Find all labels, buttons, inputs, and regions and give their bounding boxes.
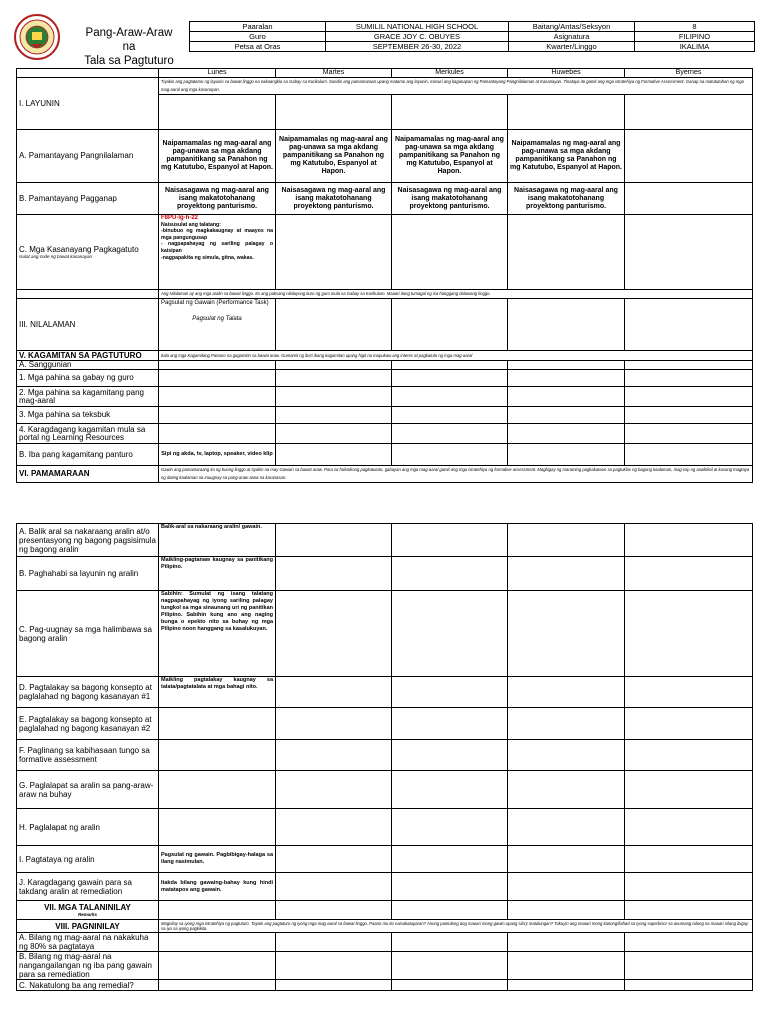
header-label: Guro <box>190 32 326 42</box>
kasanayan-line: Naisusulat ang talatang: <box>161 221 221 228</box>
pagganap-tuesday: Naisasagawa ng mag-aaral ang isang makatotohanang proyektong panturismo. <box>276 183 392 215</box>
sanggunian-item: 4. Karagdagang kagamitan mula sa portal ng Learning Resources <box>17 424 159 444</box>
step-label: J. Karagdagang gawain para sa takdang aralin at remediation <box>17 873 159 901</box>
pagninilay-row <box>17 920 753 933</box>
header-label: Baitang/Antas/Seksyon <box>509 22 635 32</box>
step-label: A. Balik aral sa nakaraang aralin at/o presentasyong ng bagong pagsisimula ng bagong aralin <box>17 524 159 557</box>
header-value: FILIPINO <box>635 32 755 42</box>
iba-kagamitan-value: Sipi ng akda, tv, laptop, speaker, video klip <box>159 444 276 466</box>
step-label: G. Paglalapat sa aralin sa pang-araw-araw na buhay <box>17 771 159 809</box>
iba-kagamitan-row <box>17 444 753 466</box>
school-seal-icon <box>14 14 60 60</box>
sanggunian-label: A. Sanggunian <box>17 361 159 370</box>
day-friday: Byernes <box>625 69 753 78</box>
pangnilalaman-row <box>17 130 753 183</box>
header-value: 8 <box>635 22 755 32</box>
day-wednesday: Merkules <box>392 69 508 78</box>
kagamitan-label: V. KAGAMITAN SA PAGTUTURO <box>17 351 159 361</box>
day-thursday: Huwebes <box>508 69 625 78</box>
sanggunian-item-row <box>17 387 753 407</box>
iba-kagamitan-label: B. Iba pang kagamitang panturo <box>17 444 159 466</box>
talaan-label-cell <box>17 901 159 920</box>
step-row <box>17 771 753 809</box>
pagganap-thursday: Naisasagawa ng mag-aaral ang isang makatotohanang proyektong panturismo. <box>508 183 625 215</box>
nilalaman-note: Ang Nilalaman ay ang mga aralin sa bawat linggo. Ito ang paksang nilalayong ituro ng guro mula sa Gabay sa Kurikulum. Maaari itong tumagal ng isa hanggang dalawang linggo. <box>159 290 753 299</box>
step-value: Maikling-pagtanaw kaugnay sa panitikang Pilipino. <box>159 557 276 591</box>
sanggunian-row <box>17 361 753 370</box>
sanggunian-item-row <box>17 407 753 424</box>
header-row <box>190 22 755 32</box>
header-value: SEPTEMBER 26-30, 2022 <box>326 42 509 52</box>
nilalaman-monday <box>159 299 276 351</box>
nilalaman-label: III. NILALAMAN <box>17 299 159 351</box>
kasanayan-monday <box>159 215 276 290</box>
pangnilalaman-wednesday: Naipamamalas ng mag-aaral ang pag-unawa sa mga akdang pampanitikang sa Panahon ng mg Katutubo, Espanyol at Hapon. <box>392 130 508 183</box>
step-row <box>17 677 753 708</box>
kasanayan-line: -binubuo ng magkakaugnay at maayos na mga pangungusap <box>161 228 273 241</box>
step-label: H. Paglalapat ng aralin <box>17 809 159 846</box>
step-row <box>17 591 753 677</box>
step-value <box>159 771 276 809</box>
nilalaman-row <box>17 299 753 351</box>
pagganap-row <box>17 183 753 215</box>
kasanayan-label-cell <box>17 215 159 290</box>
step-row <box>17 846 753 873</box>
pagninilay-item-row <box>17 980 753 991</box>
step-value <box>159 809 276 846</box>
header-value: SUMILIL NATIONAL HIGH SCHOOL <box>326 22 509 32</box>
title-line-2: Tala sa Pagtuturo <box>84 55 174 67</box>
title-line-1: Pang-Araw-Araw na <box>85 27 173 53</box>
sanggunian-item: 2. Mga pahina sa kagamitang pang mag-aaral <box>17 387 159 407</box>
pangnilalaman-tuesday: Naipamamalas ng mag-aaral ang pag-unawa sa mga akdang pampanitikang sa Panahon ng mg Katutubo, Espanyol at Hapon. <box>276 130 392 183</box>
talaan-row <box>17 901 753 920</box>
kasanayan-sub: Isulat ang code ng bawat kasanayan <box>19 253 93 259</box>
pangnilalaman-monday: Naipamamalas ng mag-aaral ang pag-unawa sa mga akdang pampanitikang sa Panahon ng mg Katutubo, Espanyol at Hapon. <box>159 130 276 183</box>
pamamaraan-label: VI. PAMAMARAAN <box>17 466 159 483</box>
header-label: Kwarter/Linggo <box>509 42 635 52</box>
step-row <box>17 557 753 591</box>
header-value: IKALIMA <box>635 42 755 52</box>
step-label: D. Pagtalakay sa bagong konsepto at paglalahad ng bagong kasanayan #1 <box>17 677 159 708</box>
pangnilalaman-thursday: Naipamamalas ng mag-aaral ang pag-unawa sa mga akdang pampanitikang sa Panahon ng mg Katutubo, Espanyol at Hapon. <box>508 130 625 183</box>
pagninilay-item: B. Bilang ng mag-aaral na nangangailangan ng iba pang gawain para sa remediation <box>17 952 159 980</box>
step-label: I. Pagtataya ng aralin <box>17 846 159 873</box>
sanggunian-item: 3. Mga pahina sa teksbuk <box>17 407 159 424</box>
day-monday: Lunes <box>159 69 276 78</box>
step-label: C. Pag-uugnay sa mga halimbawa sa bagong aralin <box>17 591 159 677</box>
document-title <box>78 26 180 68</box>
layunin-note-row <box>17 78 753 95</box>
kagamitan-note: Itala ang mga Kagamitang Panturo na gagamitin sa bawat araw. Gumamit ng iba't ibang kagamitan upang higit na mapukaw ang interes at pagkatuto ng mga mag-aaral <box>159 351 753 361</box>
pagninilay-item: A. Bilang ng mag-aaral na nakakuha ng 80% sa pagtataya <box>17 933 159 952</box>
pagninilay-item-row <box>17 933 753 952</box>
layunin-note: Tiyakin ang pagtatamo ng layunin sa bawat linggo na nakaangkla sa Gabay sa Kurikulum. Sundin ang pamamaraan upang matamo ang layunin, masuri ang kaganapan ng Pamantayang Pangnilalaman at Kasanayan. Tinataya ito gamit ang mga istratehiya ng Formative Assessment. Ganap na matututuhan ng mga mag-aaral ang mga kasanayan. <box>159 78 753 95</box>
step-value <box>159 740 276 771</box>
step-label: B. Paghahabi sa layunin ng aralin <box>17 557 159 591</box>
step-row <box>17 873 753 901</box>
kasanayan-row <box>17 215 753 290</box>
header-label: Petsa at Oras <box>190 42 326 52</box>
pamamaraan-note: Gawin ang pamamaraang ito ng buong linggo at tiyakin na may Gawain sa bawat araw. Para sa holistikong pagkatututo, gabayan ang mga mag-aaral gamit ang mga istratehiya ng formative assessment. Magbigay ng maraming pagkakataon sa pagtuklas ng bagong kaalaman, mag-isip ng analitikal at kusang magtaya ng dating kaalaman na inuugnay sa pang-araw-araw na karanasan. <box>159 466 753 483</box>
step-value: Sabihin: Sumulat ng isang talatang nagpapahayag ng iyong sariling palagay tungkol sa mga sinaunang uri ng panitikan Pilipino. Sabihin kung ano ang naging bunga o epekto nito sa buhay ng mga Pilipino noon hanggang sa kasalukuyan. <box>159 591 276 677</box>
talaan-label: VII. MGA TALANINILAY <box>44 903 131 912</box>
nilalaman-line1: Pagsulat ng Gawain (Performance Task) <box>161 300 269 306</box>
pagganap-wednesday: Naisasagawa ng mag-aaral ang isang makatotohanang proyektong panturismo. <box>392 183 508 215</box>
kasanayan-line: - nagpapahayag ng sariling palagay o kaisipan <box>161 241 273 254</box>
pagninilay-item-row <box>17 952 753 980</box>
header-row <box>190 42 755 52</box>
sanggunian-item: 1. Mga pahina sa gabay ng guro <box>17 370 159 387</box>
step-value: Maikling pagtalakay kaugnay sa talata/pagtatalata at mga bahagi nito. <box>159 677 276 708</box>
header-info-table <box>189 21 755 52</box>
pagninilay-note: Magnilay sa iyong mga istratehiya ng pagtuturo. Tayain ang pagtuturo ng iyong mga mag-aaral sa bawat linggo. Paano mo ito naisakatuparan? Anong pantulong ang maaari mong gawin upang sila'y matulungan? Tukuyin ang maaari mong itanong/ilahad sa iyong superbisor sa anumang tulong na maaari nilang ibigay sa iyo sa iyong pagkikita. <box>159 920 753 933</box>
step-row <box>17 524 753 557</box>
pagninilay-label: VIII. PAGNINILAY <box>17 920 159 933</box>
day-tuesday: Martes <box>276 69 392 78</box>
step-row <box>17 708 753 740</box>
kasanayan-line: -nagpapakita ng simula, gitna, wakas. <box>161 254 254 261</box>
step-row <box>17 809 753 846</box>
lesson-plan-table <box>16 68 753 483</box>
days-header-row <box>17 69 753 78</box>
header-row <box>190 32 755 42</box>
pamamaraan-row <box>17 466 753 483</box>
step-value <box>159 708 276 740</box>
layunin-label: I. LAYUNIN <box>17 78 159 130</box>
nilalaman-note-row <box>17 290 753 299</box>
pangnilalaman-label: A. Pamantayang Pangnilalaman <box>17 130 159 183</box>
step-label: E. Pagtalakay sa bagong konsepto at paglalahad ng bagong kasanayan #2 <box>17 708 159 740</box>
kasanayan-code: F8PU-Ig-h-22 <box>161 215 199 221</box>
nilalaman-line2: Pagsulat ng Talata <box>192 316 242 322</box>
header-label: Paaralan <box>190 22 326 32</box>
pagganap-label: B. Pamantayang Pagganap <box>17 183 159 215</box>
procedure-table <box>16 523 753 991</box>
header-value: GRACE JOY C. OBUYES <box>326 32 509 42</box>
kasanayan-label: C. Mga Kasanayang Pagkagatuto <box>19 244 139 254</box>
step-value: Itakda bilang gawaing-bahay kung hindi matatapos ang gawain. <box>159 873 276 901</box>
kagamitan-row <box>17 351 753 361</box>
step-label: F. Paglinang sa kabihasaan tungo sa formative assessment <box>17 740 159 771</box>
sanggunian-item-row <box>17 424 753 444</box>
step-value: Pagsulat ng gawain. Pagbibigay-halaga sa ilang nasimulan. <box>159 846 276 873</box>
talaan-sub: Remarks <box>77 912 97 917</box>
step-value: Balik-aral sa nakaraang aralin/ gawain. <box>159 524 276 557</box>
pagninilay-item: C. Nakatulong ba ang remedial? <box>17 980 159 991</box>
pagganap-monday: Naisasagawa ng mag-aaral ang isang makatotohanang proyektong panturismo. <box>159 183 276 215</box>
header-label: Asignatura <box>509 32 635 42</box>
step-row <box>17 740 753 771</box>
sanggunian-item-row <box>17 370 753 387</box>
